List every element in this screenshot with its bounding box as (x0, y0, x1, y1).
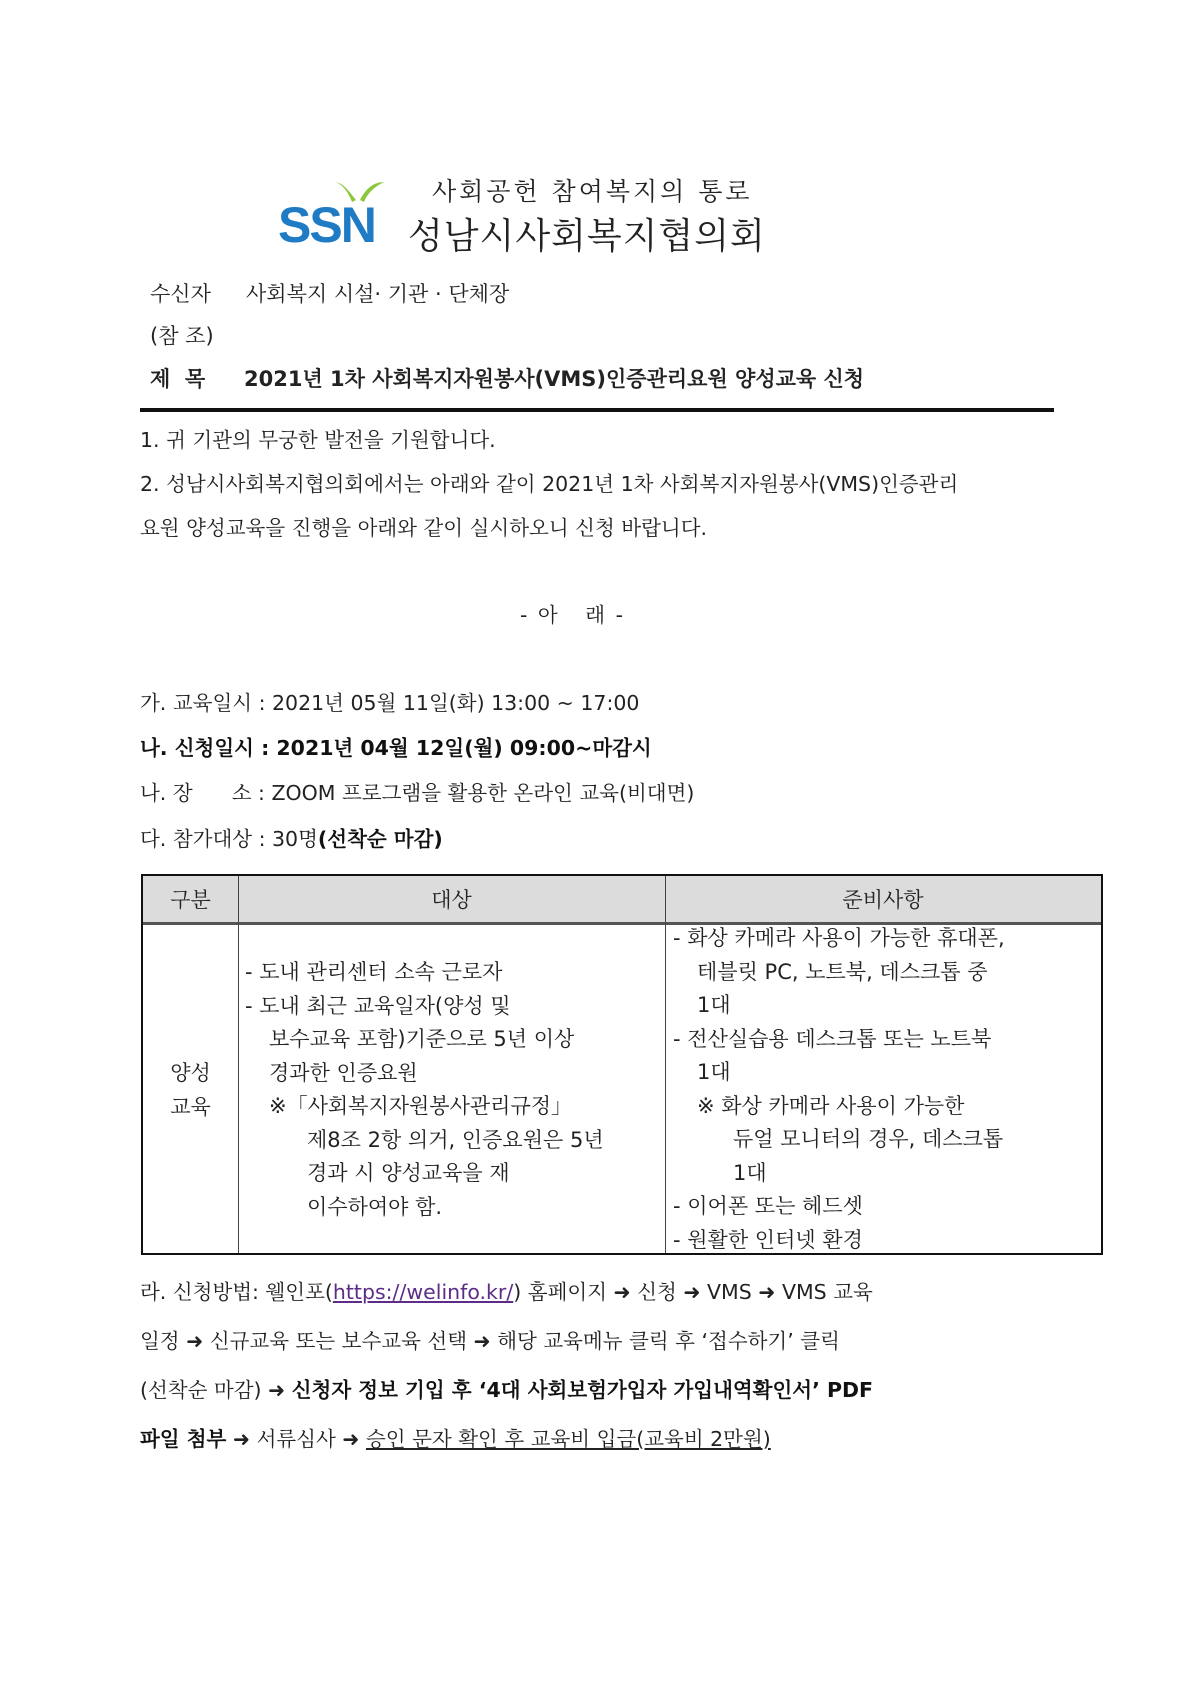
method-line-4-bold: 파일 첨부 (140, 1427, 227, 1451)
method-after-url: ) 홈페이지 ➜ 신청 ➜ VMS ➜ VMS 교육 (513, 1280, 873, 1304)
header-rule (140, 408, 1054, 412)
paragraph-2-line-2: 요원 양성교육을 진행을 아래와 같이 실시하오니 신청 바랍니다. (140, 516, 708, 540)
category-line: 교육 (170, 1094, 211, 1119)
table-cell-preparation (673, 922, 1101, 1257)
participants-note: (선착순 마감) (317, 827, 443, 851)
table-header-preparation: 준비사항 (665, 876, 1101, 922)
method-line-3 (140, 1373, 873, 1403)
subject-value: 2021년 1차 사회복지자원봉사(VMS)인증관리요원 양성교육 신청 (244, 367, 865, 391)
item-application-period: 나. 신청일시 : 2021년 04월 12일(월) 09:00~마감시 (140, 736, 652, 760)
paragraph-1: 1. 귀 기관의 무궁한 발전을 기원합니다. (140, 428, 496, 452)
table-cell-target (245, 956, 655, 1224)
item-schedule: 가. 교육일시 : 2021년 05월 11일(화) 13:00 ~ 17:00 (140, 691, 640, 715)
target-line: - 도내 최근 교육일자(양성 및 (245, 993, 511, 1018)
table-column-divider (238, 876, 239, 1253)
table-header-category: 구분 (143, 876, 238, 922)
target-line: - 도내 관리센터 소속 근로자 (245, 960, 503, 984)
target-line: 이수하여야 함. (307, 1194, 443, 1219)
method-line-4 (140, 1422, 771, 1452)
prep-line: - 이어폰 또는 헤드셋 (673, 1194, 863, 1218)
subject-label: 제 목 (150, 367, 206, 391)
prep-line: ※ 화상 카메라 사용이 가능한 (697, 1093, 965, 1118)
participants-count: 다. 참가대상 : 30명 (140, 827, 318, 851)
prep-line: - 원활한 인터넷 환경 (673, 1227, 863, 1252)
method-prefix: 라. 신청방법: 웰인포( (140, 1280, 333, 1304)
svg-text:SSN: SSN (278, 197, 375, 250)
recipient-label: 수신자 (150, 282, 211, 306)
subject-row (150, 363, 864, 393)
category-line: 양성 (170, 1061, 211, 1085)
reference-row (150, 320, 214, 350)
reference-label: (참 조) (150, 324, 214, 348)
prep-line: - 전산실습용 데스크톱 또는 노트북 (673, 1026, 992, 1051)
item-location: 나. 장 소 : ZOOM 프로그램을 활용한 온라인 교육(비대면) (140, 781, 695, 805)
method-line-3-bold: 신청자 정보 기입 후 ‘4대 사회보험가입자 가입내역확인서’ PDF (291, 1378, 874, 1402)
welinfo-link[interactable]: https://welinfo.kr/ (332, 1280, 514, 1304)
target-line: 경과한 인증요원 (269, 1060, 418, 1085)
recipient-value: 사회복지 시설· 기관 · 단체장 (246, 282, 510, 306)
method-line-4-underline: 승인 문자 확인 후 교육비 입금(교육비 2만원) (366, 1427, 771, 1451)
target-line: 경과 시 양성교육을 재 (307, 1161, 510, 1185)
table-cell-category (143, 1057, 238, 1124)
org-name: 성남시사회복지협의회 (408, 216, 766, 257)
ssn-logo (278, 180, 386, 250)
item-participants (140, 822, 443, 852)
prep-line: 1대 (697, 1060, 731, 1084)
target-line: 제8조 2항 의거, 인증요원은 5년 (307, 1127, 604, 1152)
target-line: 보수교육 포함)기준으로 5년 이상 (269, 1027, 575, 1051)
method-line-3-normal: (선착순 마감) ➜ (140, 1378, 292, 1402)
prep-line: 듀얼 모니터의 경우, 데스크톱 (733, 1127, 1004, 1151)
slogan: 사회공헌 참여복지의 통로 (432, 177, 753, 206)
target-line: ※「사회복지자원봉사관리규정」 (269, 1094, 573, 1118)
prep-line: - 화상 카메라 사용이 가능한 휴대폰, (673, 926, 1005, 950)
recipient-row (150, 278, 509, 308)
prep-line: 1대 (733, 1160, 767, 1185)
below-heading: - 아 래 - (520, 603, 625, 627)
method-line-4-mid: ➜ 서류심사 ➜ (226, 1427, 366, 1451)
table-column-divider (665, 876, 666, 1253)
table-header-target: 대상 (238, 876, 665, 922)
paragraph-2-line-1: 2. 성남시사회복지협의회에서는 아래와 같이 2021년 1차 사회복지자원봉사(VMS)인증관리 (140, 472, 959, 496)
method-line-1 (140, 1275, 873, 1305)
education-table (141, 874, 1103, 1255)
prep-line: 1대 (697, 993, 731, 1017)
method-line-2: 일정 ➜ 신규교육 또는 보수교육 선택 ➜ 해당 교육메뉴 클릭 후 ‘접수하기’ 클릭 (140, 1329, 840, 1353)
prep-line: 테블릿 PC, 노트북, 데스크톱 중 (697, 959, 988, 984)
